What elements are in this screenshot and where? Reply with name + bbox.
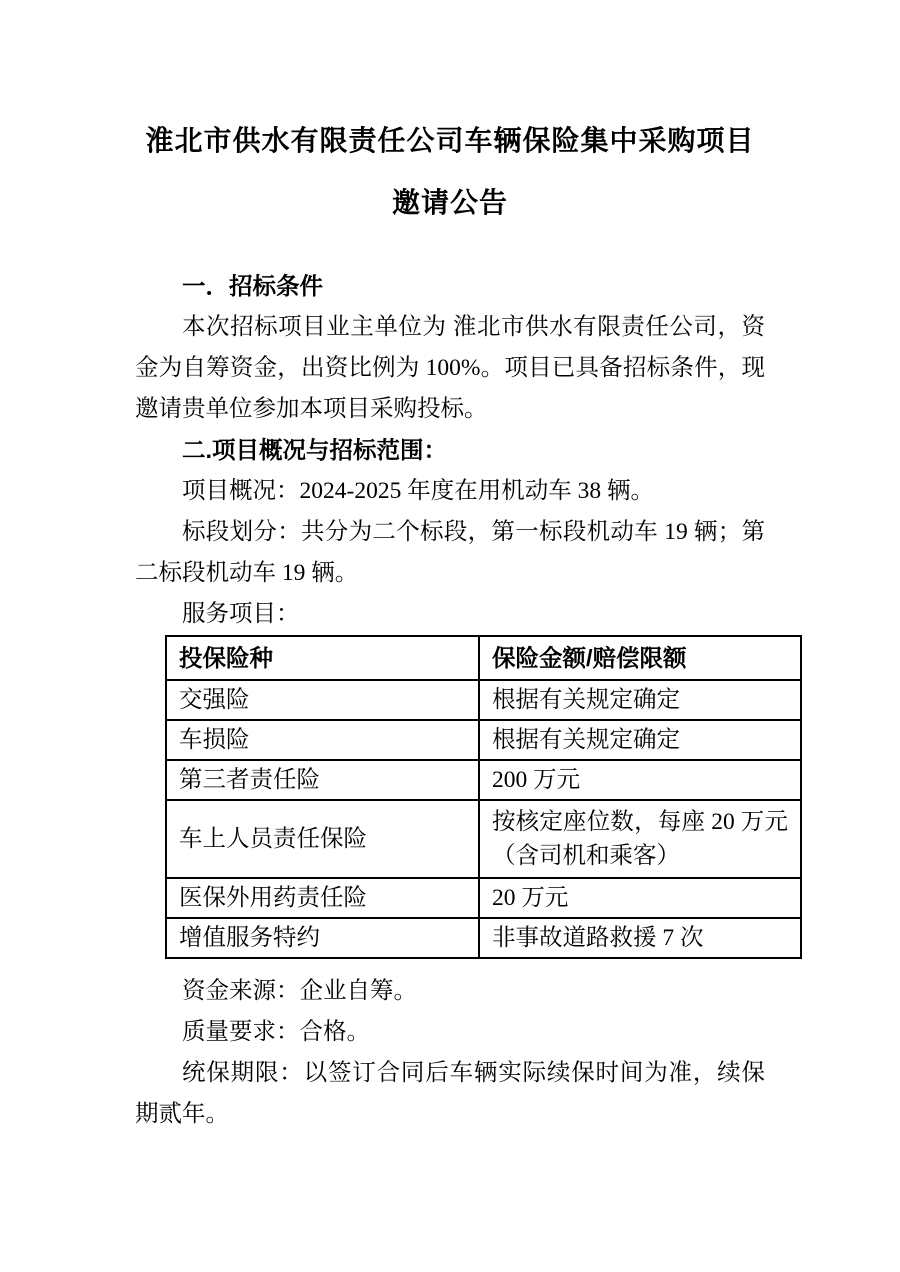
table-header-amount-limit: 保险金额/赔偿限额: [479, 636, 801, 680]
table-cell-kind: 车上人员责任保险: [166, 800, 479, 878]
service-items-label: 服务项目：: [182, 601, 300, 627]
document-title-line2: 邀请公告: [391, 188, 508, 219]
lot-division-line: 标段划分：共分为二个标段，第一标段机动车 19 辆；第二标段机动车 19 辆。: [135, 519, 765, 586]
table-cell-kind: 医保外用药责任险: [166, 878, 479, 918]
table-header-row: [166, 636, 801, 680]
table-row: [166, 680, 801, 720]
table-header-insurance-kind: 投保险种: [166, 636, 479, 680]
table-cell-kind: 增值服务特约: [166, 918, 479, 958]
quality-requirement-line: 质量要求：合格。: [182, 1019, 370, 1045]
document-title-line1: 淮北市供水有限责任公司车辆保险集中采购项目: [145, 126, 755, 157]
table-row: [166, 878, 801, 918]
table-row: [166, 760, 801, 800]
funding-source-line: 资金来源：企业自筹。: [182, 978, 417, 1004]
section2-heading: 二.项目概况与招标范围：: [182, 437, 448, 463]
insurance-service-table: [165, 635, 802, 959]
section1-paragraph: 本次招标项目业主单位为 淮北市供水有限责任公司，资金为自筹资金，出资比例为 100%。项目已具备招标条件，现邀请贵单位参加本项目采购投标。: [135, 314, 765, 422]
section1-heading: 一．招标条件: [182, 273, 323, 299]
table-cell-kind: 车损险: [166, 720, 479, 760]
table-cell-amount: 20 万元: [479, 878, 801, 918]
table-cell-amount: 按核定座位数，每座 20 万元（含司机和乘客）: [479, 800, 801, 878]
table-cell-kind: 交强险: [166, 680, 479, 720]
table-row: [166, 918, 801, 958]
table-cell-amount: 200 万元: [479, 760, 801, 800]
project-overview-line: 项目概况：2024-2025 年度在用机动车 38 辆。: [182, 478, 654, 504]
table-cell-kind: 第三者责任险: [166, 760, 479, 800]
table-row: [166, 800, 801, 878]
table-cell-amount: 根据有关规定确定: [479, 680, 801, 720]
table-cell-amount: 根据有关规定确定: [479, 720, 801, 760]
insurance-period-line: 统保期限：以签订合同后车辆实际续保时间为准，续保期贰年。: [135, 1060, 765, 1127]
table-cell-amount: 非事故道路救援 7 次: [479, 918, 801, 958]
table-row: [166, 720, 801, 760]
